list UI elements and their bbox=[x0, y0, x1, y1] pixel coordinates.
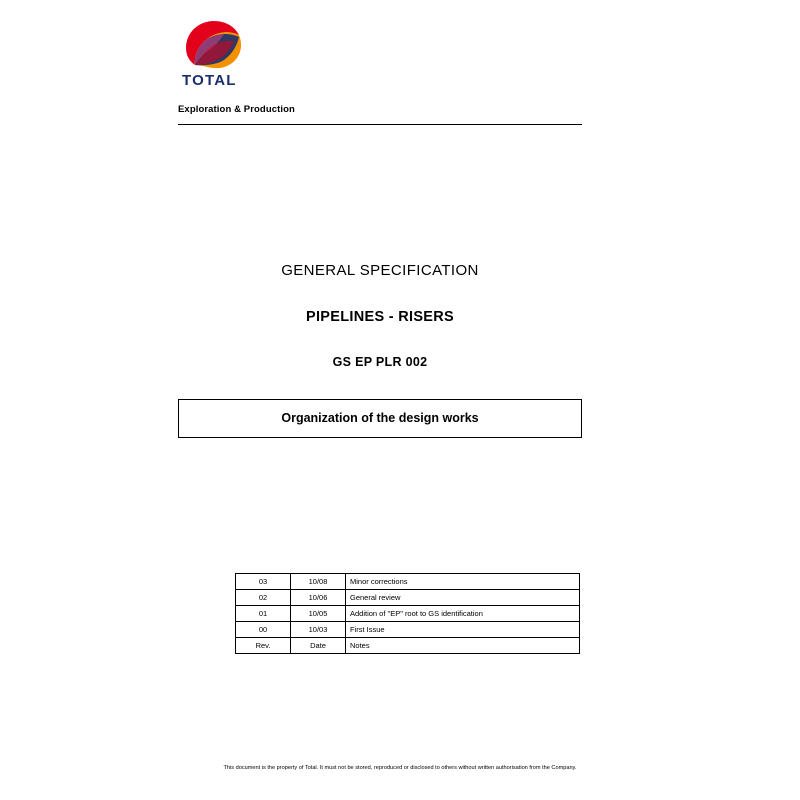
cell-date: 10/03 bbox=[291, 622, 346, 638]
header-cell-date: Date bbox=[291, 638, 346, 654]
cell-date: 10/06 bbox=[291, 590, 346, 606]
total-logo bbox=[178, 18, 318, 96]
revision-table bbox=[235, 573, 580, 654]
cell-notes: Addition of "EP" root to GS identification bbox=[346, 606, 580, 622]
document-type: GENERAL SPECIFICATION bbox=[281, 262, 479, 279]
cell-date: 10/05 bbox=[291, 606, 346, 622]
cell-rev: 03 bbox=[236, 574, 291, 590]
header-cell-rev: Rev. bbox=[236, 638, 291, 654]
cell-notes: Minor corrections bbox=[346, 574, 580, 590]
division-label: Exploration & Production bbox=[178, 104, 295, 115]
table-row bbox=[236, 606, 580, 622]
cell-rev: 02 bbox=[236, 590, 291, 606]
table-row bbox=[236, 574, 580, 590]
cell-rev: 01 bbox=[236, 606, 291, 622]
document-title-box: Organization of the design works bbox=[178, 399, 582, 438]
footer-notice: This document is the property of Total. It must not be stored, reproduced or disclosed to others without written authorisation from the Company. bbox=[223, 765, 577, 771]
header-cell-notes: Notes bbox=[346, 638, 580, 654]
total-logo-icon bbox=[182, 18, 244, 70]
cell-notes: General review bbox=[346, 590, 580, 606]
document-subject: PIPELINES - RISERS bbox=[305, 309, 454, 325]
document-code: GS EP PLR 002 bbox=[332, 355, 428, 369]
title-block bbox=[178, 262, 582, 438]
table-row bbox=[236, 622, 580, 638]
cell-rev: 00 bbox=[236, 622, 291, 638]
table-row bbox=[236, 590, 580, 606]
cell-notes: First Issue bbox=[346, 622, 580, 638]
table-header-row bbox=[236, 638, 580, 654]
header-divider bbox=[178, 124, 582, 125]
total-logo-wordmark: TOTAL bbox=[182, 72, 237, 89]
cell-date: 10/08 bbox=[291, 574, 346, 590]
